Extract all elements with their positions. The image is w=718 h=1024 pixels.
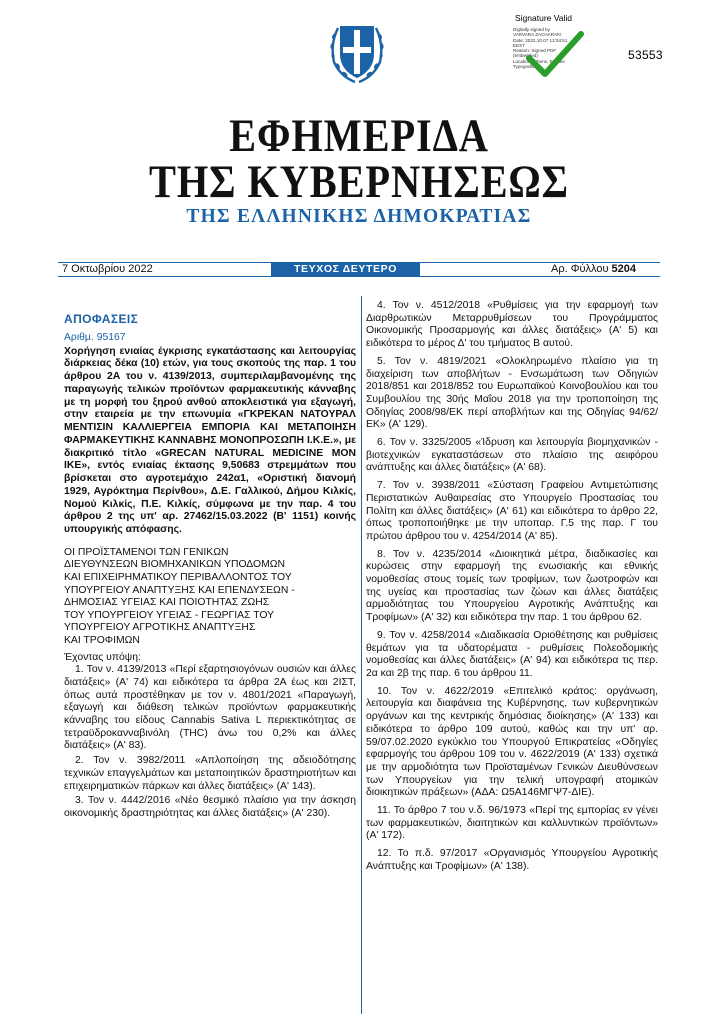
signature-line: Location: Athens, Ethniko bbox=[513, 58, 565, 64]
section-title: ΑΠΟΦΑΣΕΙΣ bbox=[64, 312, 139, 326]
considering-intro: Έχοντας υπόψη: bbox=[64, 651, 141, 663]
issue-series: ΤΕΥΧΟΣ ΔΕΥΤΕΡΟ bbox=[271, 262, 420, 277]
issue-date: 7 Οκτωβρίου 2022 bbox=[62, 263, 153, 275]
newspaper-title-line2: ΤΗΣ ΚΥΒΕΡΝΗΣΕΩΣ bbox=[149, 156, 569, 208]
legal-reference-paragraph: 11. Το άρθρο 7 του ν.δ. 96/1973 «Περί της εμπορίας εν γένει των φαρμακευτικών, διαιτητικών και καλλυντικών προϊόντων» (Α' 172). bbox=[366, 805, 658, 842]
authority-line: ΥΠΟΥΡΓΕΙΟΥ ΑΝΑΠΤΥΞΗΣ ΚΑΙ ΕΠΕΝΔΥΣΕΩΝ - bbox=[64, 584, 295, 596]
legal-reference-paragraph: 5. Τον ν. 4819/2021 «Ολοκληρωμένο πλαίσιο για τη διαχείριση των αποβλήτων - Ενσωμάτωση των Οδηγιών 2018/851 και 2018/852 του Ευρωπαϊκού Κοινοβουλίου και του Συμβουλίου της 30ής Μαΐου 2018 για την τροποποίηση της Οδηγίας 2008/98/ΕΚ περί αποβλήτων και της Οδηγίας 94/62/ΕΚ» (Α' 129). bbox=[366, 355, 658, 431]
right-column bbox=[366, 300, 658, 879]
greek-emblem-icon bbox=[328, 14, 386, 86]
legal-reference-paragraph: 6. Τον ν. 3325/2005 «Ίδρυση και λειτουργία βιομηχανικών - βιοτεχνικών εγκαταστάσεων στο πλαίσιο της αειφόρου ανάπτυξης και άλλες διατάξεις» (Α' 68). bbox=[366, 437, 658, 474]
authority-line: ΔΙΕΥΘΥΝΣΕΩΝ ΒΙΟΜΗΧΑΝΙΚΩΝ ΥΠΟΔΟΜΩΝ bbox=[64, 559, 286, 571]
legal-reference-paragraph: 8. Τον ν. 4235/2014 «Διοικητικά μέτρα, διαδικασίες και κυρώσεις στην εφαρμογή της ενωσιακής και εθνικής νομοθεσίας στους τομείς των τροφίμων, των ζωοτροφών και της υγείας και προστασίας των ζώων και άλλες διατάξεις αρμοδιότητας του Υπουργείου Αγροτικής Ανάπτυξης και Τροφίμων» (Α' 32) και ειδικότερα την παρ. 1 του άρθρου 62. bbox=[366, 548, 658, 624]
sheet-number-value: 5204 bbox=[611, 263, 637, 275]
authority-line: ΚΑΙ ΕΠΙΧΕΙΡΗΜΑΤΙΚΟΥ ΠΕΡΙΒΑΛΛΟΝΤΟΣ ΤΟΥ bbox=[64, 572, 292, 584]
signature-line: Typografio bbox=[513, 64, 535, 70]
signature-line: Date: 2022.10.07 12:34:51 bbox=[513, 37, 568, 43]
legal-reference-paragraph: 1. Τον ν. 4139/2013 «Περί εξαρτησιογόνων ουσιών και άλλες διατάξεις» (Α' 74) και ειδικότερα τα άρθρα 2Α έως και 2ΙΣΤ, όπως αυτά προστέθηκαν με τον ν. 4801/2021 «Παραγωγή, εξαγωγή και διάθεση τελικών προϊόντων φαρμακευτικής κάνναβης του είδους Cannabis Sativa L περιεκτικότητας σε τετραϋδροκανναβινόλη (THC) άνω του 0,2% και άλλες διατάξεις» (Α' 83). bbox=[64, 664, 356, 752]
checkmark-icon bbox=[525, 28, 585, 80]
decision-heading: Χορήγηση ενιαίας έγκρισης εγκατάστασης και λειτουργίας διάρκειας δέκα (10) ετών, για τους σκοπούς της παρ. 1 του άρθρου 2Α του ν. 4139/2013, συμπεριλαμβανομένης της παραγωγής τελικών προϊόντων φαρμακευτικής κάνναβης με τη μορφή του ξηρού ανθού αποκλειστικά για εξαγωγή, στην εταιρεία με την επωνυμία «ΓΚΡΕΚΑΝ ΝΑΤΟΥΡΑΛ ΜΕΝΤΙΣΙΝ ΚΑΛΛΙΕΡΓΕΙΑ ΕΜΠΟΡΙΑ ΚΑΙ ΜΕΤΑΠΟΙΗΣΗ ΦΑΡΜΑΚΕΥΤΙΚΗΣ ΚΑΝΝΑΒΗΣ ΜΟΝΟΠΡΟΣΩΠΗ Ι.Κ.Ε.», με διακριτικό τίτλο «GRECAN NATURAL MEDICINE MON IKE», εντός ενιαίας έκτασης 9,50683 στρεμμάτων που βρίσκεται στο αγροτεμάχιο 242α1, «Οριστική διανομή 1929, Αγρόκτημα Περίνθου», Δ.Ε. Γαλλικού, Δήμου Κιλκίς, Νομού Κιλκίς, Π.Ε. Κιλκίς, σύμφωνα με την παρ. 4 του άρθρου 2 της υπ' αρ. 27462/15.03.2022 (Β' 1151) κοινής υπουργικής απόφασης. bbox=[64, 345, 356, 536]
authority-line: ΥΠΟΥΡΓΕΙΟΥ ΑΓΡΟΤΙΚΗΣ ΑΝΑΠΤΥΞΗΣ bbox=[64, 622, 256, 634]
legal-reference-paragraph: 9. Τον ν. 4258/2014 «Διαδικασία Οριοθέτησης και ρυθμίσεις θεμάτων για τα υδατορέματα - ρυθμίσεις Πολεοδομικής νομοθεσίας και άλλες διατάξεις» (Α' 94) και ειδικότερα τις περ. 2α και 2β της παρ. 6 του άρθρου 11. bbox=[366, 629, 658, 679]
signature-line: EEST bbox=[513, 42, 525, 48]
column-divider bbox=[361, 296, 362, 1014]
signature-line: Digitally signed by bbox=[513, 27, 551, 32]
authority-line: ΔΗΜΟΣΙΑΣ ΥΓΕΙΑΣ ΚΑΙ ΠΟΙΟΤΗΤΑΣ ΖΩΗΣ bbox=[64, 597, 270, 609]
sheet-number bbox=[551, 263, 636, 275]
legal-reference-paragraph: 4. Τον ν. 4512/2018 «Ρυθμίσεις για την εφαρμογή των Διαρθρωτικών Μεταρρυθμίσεων του Προγράμματος Οικονομικής Προσαρμογής και άλλες διατάξεις» (Α' 5) και ειδικότερα το μέρος Δ' του τμήματος Β αυτού. bbox=[366, 300, 658, 350]
legal-reference-paragraph: 2. Τον ν. 3982/2011 «Απλοποίηση της αδειοδότησης τεχνικών επαγγελμάτων και μεταποιητικών δραστηριοτήτων και επιχειρηματικών πάρκων και άλλες διατάξεις» (Α' 143). bbox=[64, 755, 356, 792]
sheet-label: Αρ. Φύλλου bbox=[551, 263, 609, 275]
authority-line: ΟΙ ΠΡΟΪΣΤΑΜΕΝΟΙ ΤΩΝ ΓΕΝΙΚΩΝ bbox=[64, 546, 229, 558]
left-column bbox=[64, 292, 356, 823]
signature-line: VARVARA ZACHARAKI bbox=[513, 32, 562, 38]
authority-line: ΤΟΥ ΥΠΟΥΡΓΕΙΟΥ ΥΓΕΙΑΣ - ΓΕΩΡΓΙΑΣ ΤΟΥ bbox=[64, 609, 275, 621]
signature-status: Signature Valid bbox=[515, 13, 573, 23]
digital-signature bbox=[509, 10, 599, 84]
authority-line: ΚΑΙ ΤΡΟΦΙΜΩΝ bbox=[64, 635, 140, 646]
legal-reference-paragraph: 10. Τον ν. 4622/2019 «Επιτελικό κράτος: οργάνωση, λειτουργία και διαφάνεια της Κυβέρνησης, των κυβερνητικών οργάνων και της κεντρικής δημόσιας διοίκησης» (Α' 133) και ειδικότερα το άρθρο 109 αυτού, καθώς και την υπ' αρ. 59/07.02.2020 εγκύκλιο του Υπουργού Επικρατείας «Οδηγίες εφαρμογής του άρθρου 109 του ν. 4622/2019 (Α' 133) σχετικά με την αρμοδιότητα των Προϊσταμένων Γενικών Διευθύνσεων των Υπουργείων για την τελική υπογραφή ατομικών διοικητικών πράξεων» (ΑΔΑ: Ω5Α146ΜΓΨ7-ΔΙΕ). bbox=[366, 685, 658, 799]
signature-line: Reason: Signed PDF bbox=[513, 48, 557, 54]
decision-number: Αριθμ. 95167 bbox=[64, 332, 126, 343]
issuing-authority bbox=[64, 547, 356, 648]
newspaper-title-line1: ΕΦΗΜΕΡΙΔΑ bbox=[229, 110, 489, 162]
legal-reference-paragraph: 3. Τον ν. 4442/2016 «Νέο θεσμικό πλαίσιο για την άσκηση οικονομικής δραστηριότητας και άλλες διατάξεις» (Α' 230). bbox=[64, 795, 356, 819]
page-number: 53553 bbox=[628, 48, 663, 62]
signature-line: (embedded) bbox=[513, 53, 538, 59]
newspaper-subtitle: ΤΗΣ ΕΛΛΗΝΙΚΗΣ ΔΗΜΟΚΡΑΤΙΑΣ bbox=[186, 206, 532, 227]
legal-reference-paragraph: 7. Τον ν. 3938/2011 «Σύσταση Γραφείου Αντιμετώπισης Περιστατικών Αυθαιρεσίας στο Υπουργείο Προστασίας του Πολίτη και άλλες διατάξεις» (Α' 61) και ειδικότερα το άρθρο 22, όπως τροποποιήθηκε με την υποπαρ. Γ.5 της παρ. Γ του πρώτου άρθρου του ν. 4254/2014 (Α' 85). bbox=[366, 480, 658, 542]
legal-reference-paragraph: 12. Το π.δ. 97/2017 «Οργανισμός Υπουργείου Αγροτικής Ανάπτυξης και Τροφίμων» (Α' 138). bbox=[366, 848, 658, 872]
